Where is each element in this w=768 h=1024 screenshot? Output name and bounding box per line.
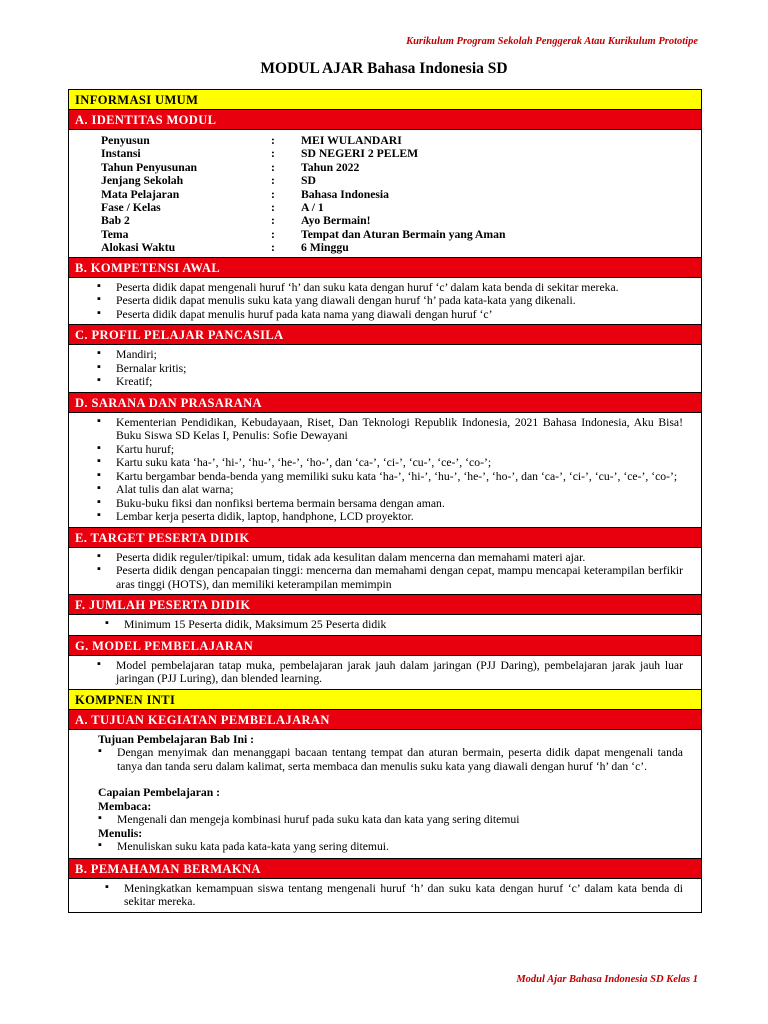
list-item: ▪ Kartu suku kata ‘ha-’, ‘hi-’, ‘hu-’, ‘he-’, ‘ho-’, dan ‘ca-’, ‘ci-’, ‘cu-’, ‘ce-’, ‘co-’; [97, 456, 683, 470]
list-item: ▪ Peserta didik dapat menulis huruf pada kata nama yang diawali dengan huruf ‘c’ [97, 308, 683, 322]
identity-value: Bahasa Indonesia [301, 187, 390, 201]
list-item: ▪ Model pembelajaran tatap muka, pembelajaran jarak jauh dalam jaringan (PJJ Daring), pembelajaran jarak jauh luar jaringan (PJJ Luring), dan blended learning. [97, 659, 683, 686]
jumlah-heading: F. JUMLAH PESERTA DIDIK [69, 595, 701, 615]
identity-key: Mata Pelajaran [101, 187, 180, 201]
footer-note: Modul Ajar Bahasa Indonesia SD Kelas 1 [516, 974, 698, 985]
identity-value: Tahun 2022 [301, 160, 360, 174]
header-note: Kurikulum Program Sekolah Penggerak Atau Kurikulum Prototipe [406, 36, 698, 47]
model-section [69, 656, 701, 690]
list-item: ▪ Bernalar kritis; [97, 362, 683, 376]
list-item: ▪ Peserta didik dapat menulis suku kata yang diawali dengan huruf ‘h’ pada kata-kata yang dikenali. [97, 294, 683, 308]
list-item: ▪ Kreatif; [97, 375, 683, 389]
identity-colon: : [271, 214, 275, 228]
list-item: ▪ Peserta didik reguler/tipikal: umum, tidak ada kesulitan dalam mencerna dan memahami materi ajar. [97, 551, 683, 565]
bullet-list [98, 840, 683, 854]
identity-value: 6 Minggu [301, 241, 349, 255]
identity-colon: : [271, 147, 275, 161]
target-heading: E. TARGET PESERTA DIDIK [69, 528, 701, 548]
tujuan-heading: A. TUJUAN KEGIATAN PEMBELAJARAN [69, 710, 701, 730]
module-table [68, 89, 702, 913]
identity-colon: : [271, 134, 275, 147]
identity-colon: : [271, 174, 275, 188]
page-title: MODUL AJAR Bahasa Indonesia SD [260, 60, 508, 77]
pemahaman-heading: B. PEMAHAMAN BERMAKNA [69, 859, 701, 879]
list-item: ▪ Alat tulis dan alat warna; [97, 483, 683, 497]
bullet-list [69, 278, 701, 325]
profil-section [69, 345, 701, 393]
identity-key: Penyusun [101, 134, 150, 147]
identity-key: Tema [101, 227, 129, 241]
list-item: ▪ Menuliskan suku kata pada kata-kata yang sering ditemui. [98, 840, 683, 854]
identity-colon: : [271, 200, 275, 214]
identity-key: Instansi [101, 147, 141, 161]
identity-colon: : [271, 160, 275, 174]
bullet-list [69, 548, 701, 595]
sarana-heading: D. SARANA DAN PRASARANA [69, 393, 701, 413]
membaca-subheading: Membaca: [98, 799, 152, 813]
identity-value: MEI WULANDARI [301, 134, 402, 147]
identity-key: Bab 2 [101, 214, 130, 228]
identity-value: SD [301, 174, 316, 188]
list-item: ▪ Buku-buku fiksi dan nonfiksi bertema bermain bersama dengan aman. [97, 497, 683, 511]
kompetensi-heading: B. KOMPETENSI AWAL [69, 258, 701, 278]
list-item: ▪ Minimum 15 Peserta didik, Maksimum 25 Peserta didik [105, 618, 683, 632]
identity-row [69, 134, 701, 147]
list-item: ▪ Mandiri; [97, 348, 683, 362]
identity-row [69, 228, 701, 241]
kompetensi-section [69, 278, 701, 326]
list-item: ▪ Meningkatkan kemampuan siswa tentang mengenali huruf ‘h’ dan suku kata dengan huruf ‘c’ dalam kata benda di sekitar mereka. [105, 882, 683, 909]
informasi-umum-bar: INFORMASI UMUM [69, 90, 701, 110]
identity-row [69, 214, 701, 227]
identity-value: A / 1 [301, 200, 324, 214]
list-item: ▪ Peserta didik dengan pencapaian tinggi: mencerna dan memahami dengan cepat, mampu mencapai keterampilan berfikir aras tinggi (HOTS), dan memiliki keterampilan memimpin [97, 564, 683, 591]
identity-row [69, 147, 701, 160]
identity-row [69, 201, 701, 214]
identity-row [69, 188, 701, 201]
jumlah-section [69, 615, 701, 636]
komponen-inti-bar: KOMPNEN INTI [69, 690, 701, 710]
list-item: ▪ Dengan menyimak dan menanggapi bacaan tentang tempat dan aturan bermain, peserta didik dapat mengenali tanda tanya dan tanda seru dalam kalimat, serta membaca dan menulis suku kata yang diawali dengan huruf ‘h’ dan ‘c’. [98, 746, 683, 773]
capaian-subheading: Capaian Pembelajaran : [98, 786, 221, 800]
identitas-heading: A. IDENTITAS MODUL [69, 110, 701, 130]
model-heading: G. MODEL PEMBELAJARAN [69, 636, 701, 656]
identity-colon: : [271, 187, 275, 201]
identitas-section [69, 130, 701, 258]
identity-colon: : [271, 241, 275, 255]
menulis-subheading: Menulis: [98, 826, 143, 840]
bullet-list [69, 413, 701, 527]
identity-key: Jenjang Sekolah [101, 174, 184, 188]
list-item: ▪ Kementerian Pendidikan, Kebudayaan, Riset, Dan Teknologi Republik Indonesia, 2021 Bahasa Indonesia, Aku Bisa! Buku Siswa SD Kelas I, Penulis: Sofie Dewayani [97, 416, 683, 443]
bullet-list [69, 879, 701, 912]
list-item: ▪ Mengenali dan mengeja kombinasi huruf pada suku kata dan kata yang sering ditemui [98, 813, 683, 827]
bullet-list [69, 345, 701, 392]
bullet-list [69, 656, 701, 689]
identity-value: SD NEGERI 2 PELEM [301, 147, 419, 161]
list-item: ▪ Peserta didik dapat mengenali huruf ‘h’ dan suku kata dengan huruf ‘c’ dalam kata benda di sekitar mereka. [97, 281, 683, 295]
profil-heading: C. PROFIL PELAJAR PANCASILA [69, 325, 701, 345]
identity-key: Alokasi Waktu [101, 241, 176, 255]
tujuan-section [69, 730, 701, 859]
bullet-list [98, 813, 683, 827]
sarana-section [69, 413, 701, 528]
list-item: ▪ Lembar kerja peserta didik, laptop, handphone, LCD proyektor. [97, 510, 683, 524]
identity-key: Fase / Kelas [101, 200, 161, 214]
target-section [69, 548, 701, 596]
bullet-list [69, 615, 701, 635]
bullet-list [98, 746, 683, 773]
identity-row [69, 174, 701, 187]
list-item: ▪ Kartu bergambar benda-benda yang memiliki suku kata ‘ha-’, ‘hi-’, ‘hu-’, ‘he-’, ‘ho-’, dan ‘ca-’, ‘ci-’, ‘cu-’, ‘ce-’, ‘co-’; [97, 470, 683, 484]
pemahaman-section [69, 879, 701, 912]
list-item: ▪ Kartu huruf; [97, 443, 683, 457]
identity-row [69, 241, 701, 254]
identity-key: Tahun Penyusunan [101, 160, 198, 174]
identity-value: Tempat dan Aturan Bermain yang Aman [301, 227, 506, 241]
identity-row [69, 161, 701, 174]
identity-value: Ayo Bermain! [301, 214, 371, 228]
tujuan-subheading: Tujuan Pembelajaran Bab Ini : [98, 732, 255, 746]
identity-colon: : [271, 227, 275, 241]
